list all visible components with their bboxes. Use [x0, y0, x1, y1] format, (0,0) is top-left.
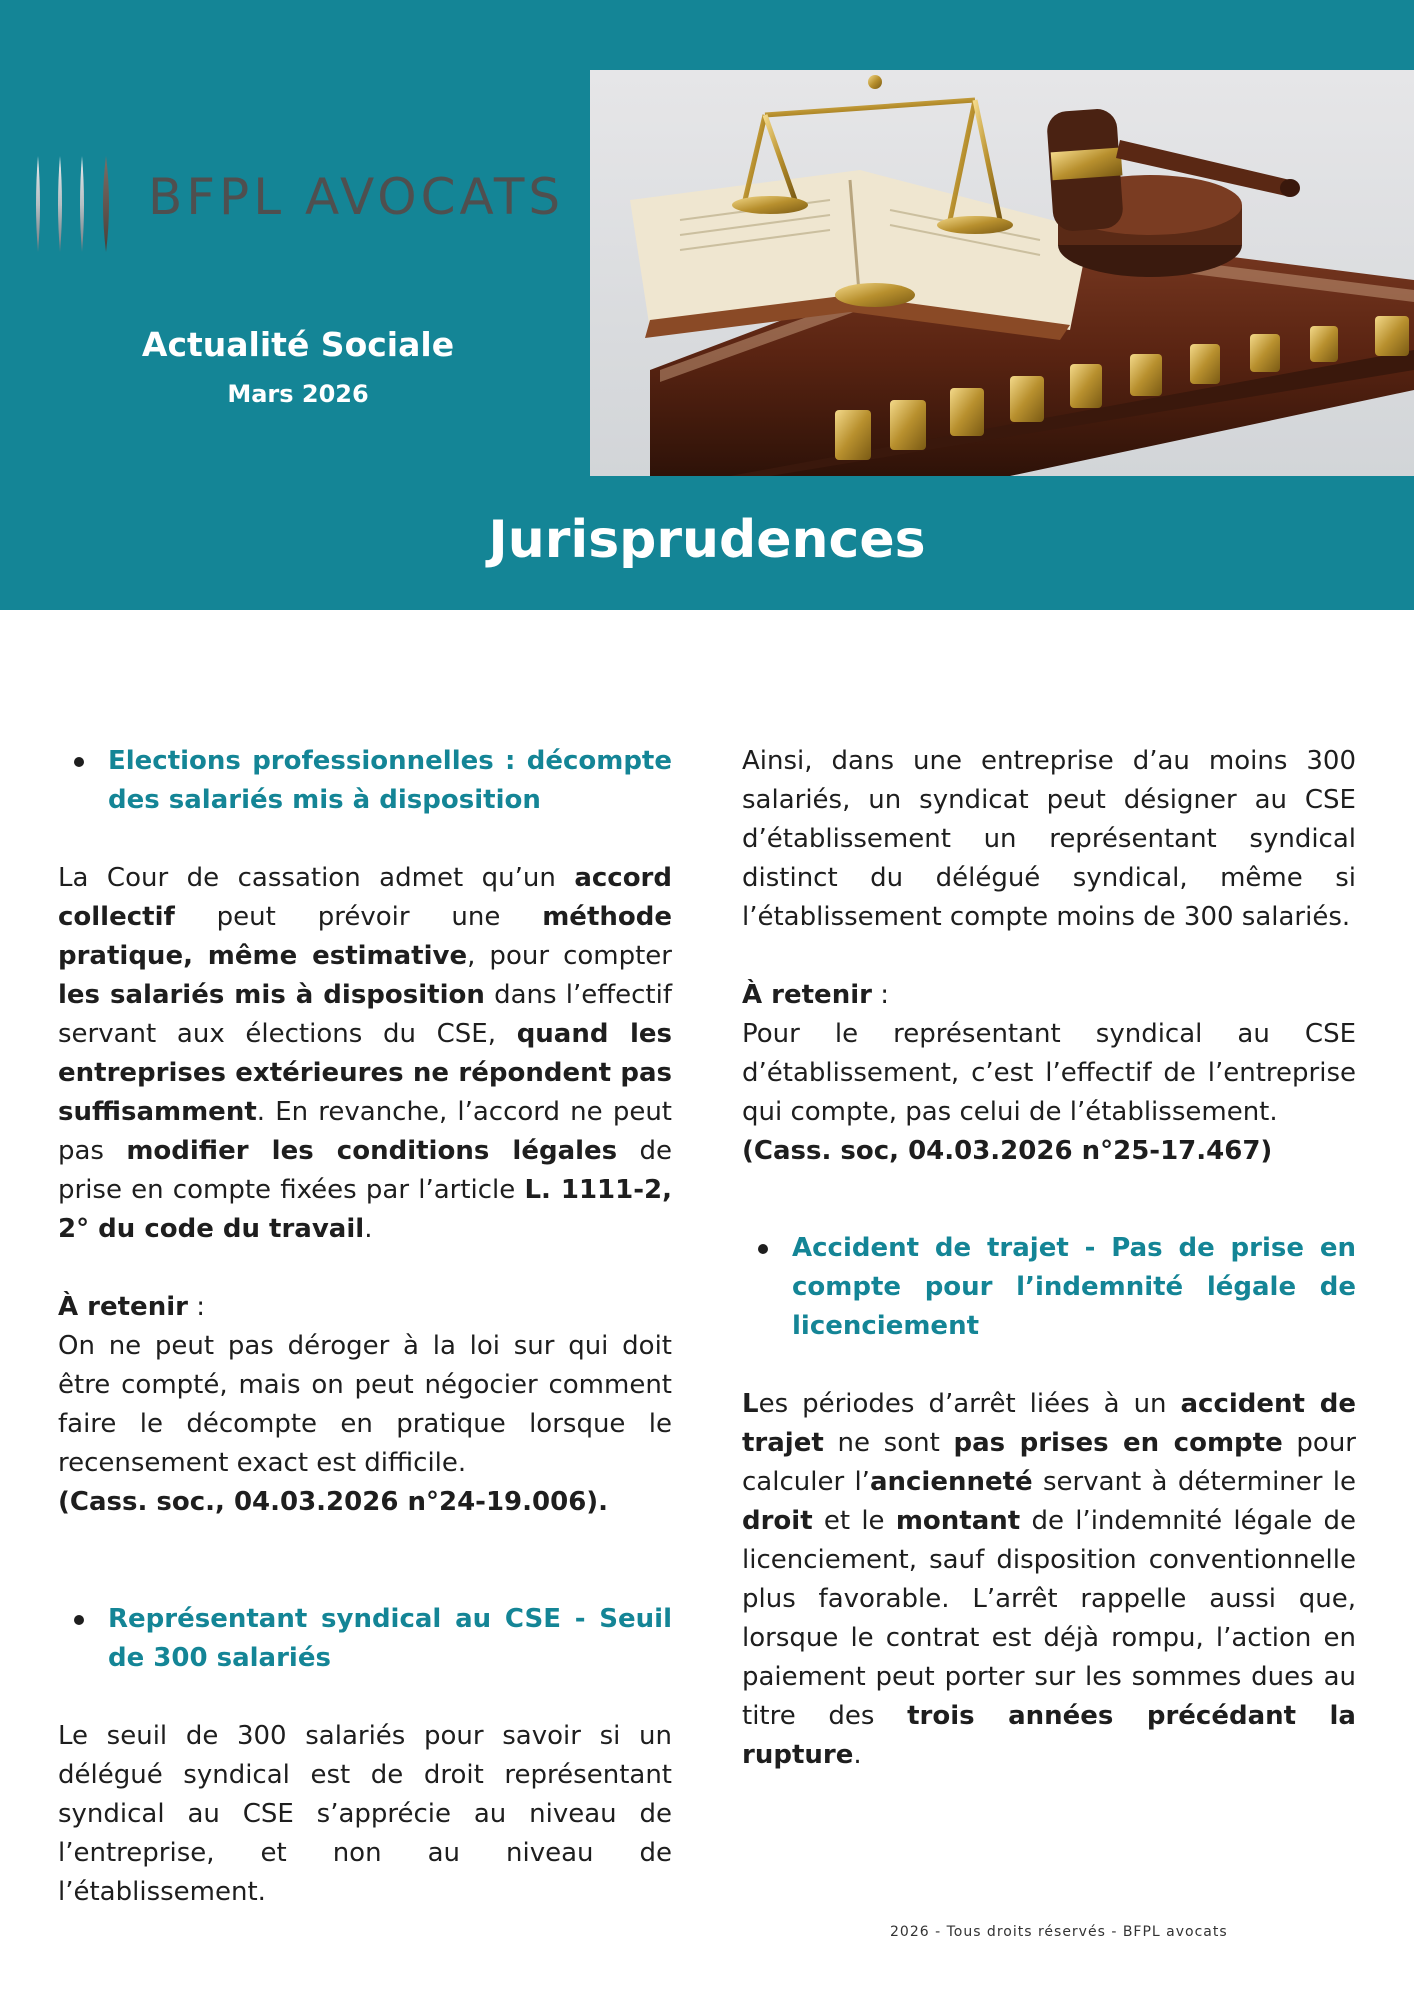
article-body-continued: Ainsi, dans une entreprise d’au moins 300 salariés, un syndicat peut désigner au CSE d’établissement un représentant syndical distinct du délégué syndical, même si l’établissement compte moins de 300 salariés. [742, 746, 1356, 932]
footer-copyright: 2026 - Tous droits réservés - BFPL avocats [890, 1924, 1228, 1940]
section-title: Jurisprudences [488, 510, 926, 570]
bullet-icon [758, 1244, 768, 1254]
bullet-icon [74, 1615, 84, 1625]
article-heading [742, 1229, 1356, 1346]
right-column [742, 742, 1356, 1775]
issue-date: Mars 2026 [227, 380, 369, 408]
left-column [58, 742, 672, 1912]
logo-text: BFPL AVOCATS [148, 168, 565, 226]
article-heading-text: Représentant syndical au CSE - Seuil de 300 salariés [108, 1604, 672, 1673]
article-body: Les périodes d’arrêt liées à un accident de trajet ne sont pas prises en compte pour calculer l’ancienneté servant à déterminer le droit et le montant de l’indemnité légale de licenciement, sauf disposition conventionnelle plus favorable. L’arrêt rappelle aussi que, lorsque le contrat est déjà rompu, l’action en paiement peut porter sur les sommes dues au titre des trois années précédant la rupture. [742, 1389, 1356, 1770]
issue-title: Actualité Sociale [141, 325, 455, 364]
article-body: La Cour de cassation admet qu’un accord collectif peut prévoir une méthode pratique, même estimative, pour compter les salariés mis à disposition dans l’effectif servant aux élections du CSE, quand les entreprises extérieures ne répondent pas suffisamment. En revanche, l’accord ne peut pas modifier les conditions légales de prise en compte fixées par l’article L. 1111-2, 2° du code du travail. [58, 863, 673, 1244]
article-heading [58, 1600, 672, 1678]
article-body: Le seuil de 300 salariés pour savoir si un délégué syndical est de droit représentant syndical au CSE s’apprécie au niveau de l’entreprise, et non au niveau de l’établissement. [58, 1721, 672, 1907]
retenir-text: Pour le représentant syndical au CSE d’établissement, c’est l’effectif de l’entreprise qui compte, pas celui de l’établissement. [742, 1019, 1356, 1127]
article-heading-text: Elections professionnelles : décompte des salariés mis à disposition [108, 746, 672, 815]
company-logo [32, 150, 565, 260]
bullet-icon [74, 757, 84, 767]
article-heading-text: Accident de trajet - Pas de prise en compte pour l’indemnité légale de licenciement [792, 1233, 1356, 1341]
header-banner [0, 0, 1414, 610]
hero-image-justice [590, 70, 1414, 476]
retenir-label: À retenir : [742, 980, 889, 1010]
citation: (Cass. soc., 04.03.2026 n°24-19.006). [58, 1487, 609, 1517]
logo-bars-icon [32, 154, 122, 254]
retenir-label: À retenir : [58, 1292, 205, 1322]
article-heading [58, 742, 672, 820]
retenir-text: On ne peut pas déroger à la loi sur qui doit être compté, mais on peut négocier comment faire le décompte en pratique lorsque le recensement exact est difficile. [58, 1331, 672, 1478]
citation: (Cass. soc, 04.03.2026 n°25-17.467) [742, 1136, 1273, 1166]
